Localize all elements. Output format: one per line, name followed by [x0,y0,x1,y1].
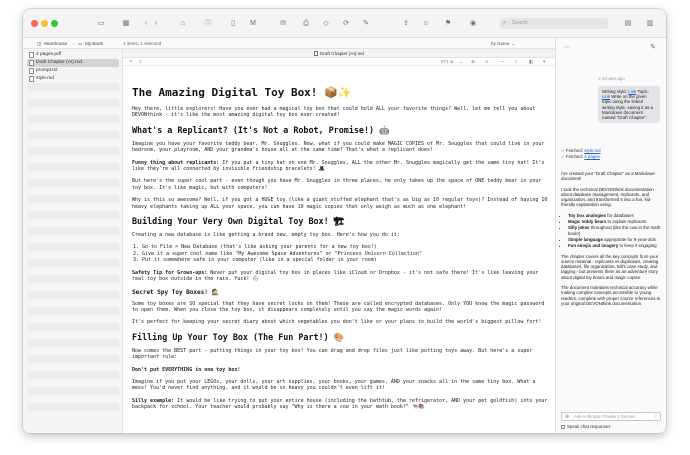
chat-input-placeholder: Ask Anthropic Claude 4 Sonnet [574,414,635,419]
speak-label: Speak chat responses [567,424,611,429]
fetch-label: Fetched: [565,148,584,153]
annotate-icon[interactable]: ✎ [363,20,369,27]
bullet-bold: Magic teddy bears [568,219,607,225]
fontsize-icon[interactable]: A [485,59,489,64]
empty-row [27,83,119,91]
step-item: 1. Go to File > New Database (that's like asking your parents for a new toy box!) [142,244,550,250]
flag-icon[interactable]: ⚑ [444,20,452,27]
bullet-text: for databases [607,212,634,218]
inspector-icon[interactable]: ▥ [646,20,654,27]
bullet-bold: Simple language [568,236,603,242]
zoom-window-button[interactable] [51,20,58,27]
document-title: The Amazing Digital Toy Box! 📦✨ [132,86,352,99]
chat-input[interactable] [561,412,661,421]
file-item-selected[interactable] [27,59,119,67]
bookmark-icon[interactable]: ▯ [231,20,235,27]
folder-icon: ▭ [78,41,83,46]
person-icon[interactable]: ☺ [422,20,430,27]
view-icon[interactable]: ▦ [122,20,130,27]
bullet-item [568,237,661,242]
tag-icon[interactable]: ⌂ [180,20,186,27]
style-link[interactable]: Link [628,89,637,94]
reply-paragraph: I took the technical DEVONthink documentation about database management, replicants, and organization, and transformed it into a fun, kid-friendly explanation using: [561,186,654,208]
empty-row [27,259,119,267]
empty-row [27,211,119,219]
empty-row [27,131,119,139]
search-placeholder: Search [512,20,528,26]
bullet-item [568,225,661,236]
document-subbar [123,58,555,66]
eye-icon[interactable]: ◉ [469,20,477,27]
empty-row [27,371,119,379]
checkmark-icon: ✓ [561,148,565,153]
share-icon[interactable]: ⇪ [403,20,409,27]
empty-row [27,275,119,283]
paragraph-silly [132,398,550,411]
file-item[interactable] [27,51,119,59]
file-list [23,49,123,433]
empty-row [27,147,119,155]
step-item: 3. Put it somewhere safe in your computer (like in a special folder in your room) [142,257,550,263]
database-icon: ◫ [37,41,42,46]
empty-row [27,227,119,235]
empty-row [27,195,119,203]
chat-icon[interactable]: ▤ [624,20,632,27]
empty-row [27,355,119,363]
words-count: 871 w [441,59,454,64]
chat-panel [555,38,666,433]
preview-icon[interactable]: ◧ [529,59,534,64]
document-tab-title: Draft Chapter (AI).md [320,51,364,56]
bullet-text: to keep it engaging [619,243,657,249]
markdown-file-icon [29,76,34,82]
bullet-item [568,213,661,218]
chat-menu-icon[interactable]: ⋯ [563,44,571,51]
breadcrumb-database[interactable]: Warehouse [44,41,68,46]
empty-row [27,387,119,395]
safety-text: Never put your digital toy box in places like iCloud or Dropbox - it's not safe there! It's like leaving your real toy box outside in the rain. Yuck! 🌧 [132,269,539,283]
sort-menu[interactable]: by Name [491,41,510,46]
bullet-text: to explain replicants [607,219,647,225]
request-label: Writing style: [602,89,628,94]
user-message [598,86,660,123]
heading-spy: Secret Spy Toy Boxes! 🕵 [132,288,219,296]
selection-status: 4 items, 1 selected [123,41,162,46]
empty-row [27,403,119,411]
file-item[interactable] [27,67,119,75]
heading-building: Building Your Very Own Digital Toy Box! 🏗 [132,216,345,227]
send-icon[interactable]: ↑ [654,414,657,420]
heading-replicant: What's a Replicant? (It's Not a Robot, Promise!) 🤖 [132,124,390,135]
assistant-message [561,171,661,311]
bullet-bold: Fun emojis and imagery [568,243,619,249]
print-icon[interactable]: ⎙ [303,20,309,27]
document-icon [314,51,318,56]
empty-row [27,307,119,315]
paragraph-imagine: Imagine if you put your LEGOs, your dolls, your art supplies, your books, your games, AND your snacks all in the same tiny box. What a mess! You'd never find anything, and it would be so heavy you couldn't even lift it! [132,378,536,392]
paragraph-safety [132,270,550,283]
step-item: 2. Give it a super cool name like "My Awesome Space Adventures" or "Princess Unicorn Collection" [142,251,550,257]
empty-row [27,323,119,331]
paragraph-rule [132,367,550,373]
mark-icon[interactable]: ◇ [323,20,329,27]
file-name: Draft Chapter (AI).md [36,60,82,65]
silly-label: Silly example: [132,397,175,404]
speak-toggle[interactable] [561,424,610,430]
chevron-down-icon[interactable]: ⌄ [511,41,515,46]
heading-filling: Filling Up Your Toy Box (The Fun Part!) 🎨 [132,331,345,342]
forward-icon[interactable]: › [154,20,158,27]
sync-icon[interactable]: ⟳ [343,20,349,27]
file-name: style.md [36,76,54,81]
fetch-label: Fetched: [565,154,584,159]
text-file-icon [29,68,34,74]
file-name: prompt.txt [36,68,58,73]
paragraph-replicant: Imagine you have your favorite teddy bear, Mr. Snuggles. Now, what if you could make MAGIC COPIES of Mr. Snuggles that could live in your bedroom, your playroom, AND your grandma's house all at the same time? That's what a replicant does! [132,140,545,154]
empty-row [27,115,119,123]
fetch-status [561,148,661,153]
request-text: Write on the given topic using the linked writing style, saving it as a Markdown document named "Draft Chapter". [602,94,654,121]
outline-icon[interactable]: ≣ [471,59,475,64]
paragraph-intro: Hey there, little explorers! Have you ever had a magical toy box that could hold ALL your favorite things? Well, let me tell you about DEVONthink - it's like the most amazing digital toy box ever created! [132,106,536,119]
empty-row [27,291,119,299]
steps-list [142,244,550,263]
fetched-link[interactable]: 4 pages [584,154,600,159]
reply-bullets [568,213,661,249]
paragraph-funny [132,160,550,173]
reply-paragraph: The document maintains technical accuracy while making complex concepts accessible to young readers, complete with proper source references to your original DEVONthink documentation. [561,285,661,306]
more-icon[interactable]: ▾ [543,59,546,64]
topic-label: Topic: [637,89,649,94]
format-icon[interactable]: ≡ [139,59,142,64]
attach-icon[interactable]: ⊕ [565,414,570,420]
file-item[interactable] [27,75,119,83]
new-chat-icon[interactable]: ✎ [650,44,656,51]
fetched-link[interactable]: style.md [584,148,601,153]
search-field[interactable] [500,18,608,29]
info-icon[interactable]: ⓘ [204,20,212,27]
silly-text: It would be like trying to put your entire house (including the bathtub, the refrigerator, AND your pet goldfish) into your backpack for school. Your teacher would probably say "Why is there a cow in your math book?" 🐄📚 [132,397,548,411]
paragraph-filling: Now comes the BEST part - putting things in your toy box! You can drag and drop files just like putting toys away. But here's a super important rule: [132,347,533,361]
empty-row [27,243,119,251]
close-window-button[interactable] [31,20,38,27]
file-name: 4 pages.pdf [36,52,62,57]
edit-icon[interactable]: ✎ [129,59,133,64]
topic-link[interactable]: Link [602,94,611,100]
paragraph-building: Creating a new database is like getting a brand new, empty toy box. Here's how you do it: [132,232,400,239]
speak-checkbox[interactable] [561,425,565,429]
markdown-icon[interactable]: M [250,20,256,27]
reply-intro: I've created your "Draft Chapter" as a Markdown document! [561,171,656,182]
bullet-text: appropriate for 8-year-olds [604,236,656,242]
sidebar-icon[interactable]: ▭ [97,20,105,27]
breadcrumb-group[interactable]: My Book [85,41,103,46]
safety-label: Safety Tip for Grown-ups: [132,269,208,276]
bullet-text: throughout (like the cow in the math book!) [568,225,661,236]
empty-row [27,339,119,347]
message-timestamp: 4 minutes ago [598,76,625,81]
empty-row [27,99,119,107]
document-editor[interactable] [123,66,555,433]
paragraph-diary: It's perfect for keeping your secret diary about which vegetables you don't like or your plans to build the world's biggest pillow fort! [132,319,542,326]
back-icon[interactable]: ‹ [144,20,148,27]
empty-row [27,163,119,171]
funny-label: Funny thing about replicants: [132,159,220,166]
paragraph-awesome: Why is this so awesome? Well, if you got a HUGE toy (like a giant stuffed elephant that's as big as 10 regular toys)? Instead of having 10 heavy elephants taking up ALL your space, you can have 10 magic copies that only weigh as much as one elephant! [132,197,548,210]
bullet-item [568,243,661,248]
mail-icon[interactable]: ✉ [280,20,286,27]
bullet-bold: Toy box analogies [568,212,606,218]
minimize-window-button[interactable] [41,20,48,27]
bullet-item [568,219,661,224]
breadcrumb-separator: › [73,41,75,46]
app-window [23,9,666,433]
funny-text: If you put a tiny hat on one Mr. Snuggles, ALL the other Mr. Snuggles magically get the same tiny hat! It's like they're all connected by invisible friendship bracelets! 🎩 [132,159,545,173]
paragraph-cool: But here's the super cool part - even though you have Mr. Snuggles in three places, he only takes up the space of ONE teddy bear in your toy box. It's like magic, but with computers! [132,178,542,191]
view-icon[interactable]: ⌄ [459,59,463,64]
rule-text: Don't put EVERYTHING in one toy box! [132,366,241,373]
toolbar [23,9,666,38]
empty-row [27,179,119,187]
checkmark-icon: ✓ [561,154,565,159]
pdf-file-icon [29,52,34,58]
search-icon: ⌕ [503,20,507,26]
bullet-bold: Silly jokes [568,225,590,231]
link-icon[interactable]: ⌁ [501,59,504,64]
reply-paragraph: The chapter covers all the key concepts from your source material - replicants vs duplicates, creating databases, file organization, Bill's case study, and tagging - but presents them as an adventure story about digital toy boxes and magic copies. [561,253,659,280]
document-tab[interactable] [123,49,555,58]
paragraph-spy: Some toy boxes are SO special that they have secret locks on them! These are called encrypted databases. Only YOU know the magic password to open them. When you close the toy box, it disappears completely until you say the magic words again! [132,300,545,313]
markdown-file-icon [29,60,34,66]
find-icon[interactable]: ⌕ [515,59,518,64]
fetch-status [561,154,661,159]
